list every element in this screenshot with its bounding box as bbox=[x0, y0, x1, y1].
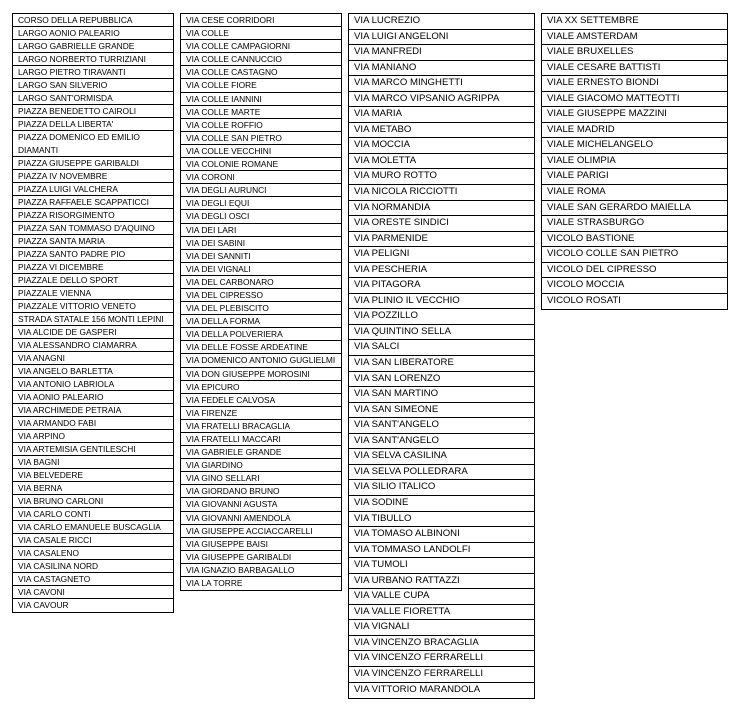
street-name-cell: VIA COLLE bbox=[181, 27, 341, 40]
street-name-cell: VIA GIUSEPPE GARIBALDI bbox=[181, 551, 341, 564]
street-list-column-4 bbox=[541, 13, 728, 310]
street-name-cell: PIAZZALE VITTORIO VENETO bbox=[13, 300, 173, 313]
street-name-cell: VIA COLONIE ROMANE bbox=[181, 158, 341, 171]
street-name-cell: VIA MANFREDI bbox=[349, 45, 534, 61]
street-name-cell: VIA SANT'ANGELO bbox=[349, 418, 534, 434]
street-name-cell: VIA COLLE VECCHINI bbox=[181, 145, 341, 158]
street-name-cell: VIA ALCIDE DE GASPERI bbox=[13, 326, 173, 339]
street-name-cell: VIA FEDELE CALVOSA bbox=[181, 394, 341, 407]
street-name-cell: VICOLO DEL CIPRESSO bbox=[542, 263, 727, 279]
street-name-cell: VIA IGNAZIO BARBAGALLO bbox=[181, 564, 341, 577]
street-name-cell: PIAZZALE DELLO SPORT bbox=[13, 274, 173, 287]
street-name-cell: VIA TIBULLO bbox=[349, 512, 534, 528]
street-name-cell: VIA CARLO CONTI bbox=[13, 508, 173, 521]
street-name-cell: VIA MURO ROTTO bbox=[349, 169, 534, 185]
street-name-cell: VICOLO BASTIONE bbox=[542, 232, 727, 248]
street-name-cell: VIA DEGLI AURUNCI bbox=[181, 184, 341, 197]
street-name-cell: VIA CAVONI bbox=[13, 586, 173, 599]
street-name-cell: VIA COLLE FIORE bbox=[181, 79, 341, 92]
street-name-cell: VIA ANGELO BARLETTA bbox=[13, 365, 173, 378]
street-name-cell: VIA FRATELLI BRACAGLIA bbox=[181, 420, 341, 433]
street-name-cell: VIA DEL PLEBISCITO bbox=[181, 302, 341, 315]
street-name-cell: VIA SILIO ITALICO bbox=[349, 480, 534, 496]
street-name-cell: VIALE SAN GERARDO MAIELLA bbox=[542, 201, 727, 217]
street-name-cell: VIALE PARIGI bbox=[542, 169, 727, 185]
street-name-cell: VIA SELVA CASILINA bbox=[349, 449, 534, 465]
street-name-cell: VIA DON GIUSEPPE MOROSINI bbox=[181, 368, 341, 381]
street-name-cell: PIAZZA DELLA LIBERTA' bbox=[13, 118, 173, 131]
street-name-cell: VIA PLINIO IL VECCHIO bbox=[349, 294, 534, 310]
street-name-cell: VIA CARLO EMANUELE BUSCAGLIA bbox=[13, 521, 173, 534]
street-name-cell: VIALE ERNESTO BIONDI bbox=[542, 76, 727, 92]
street-list-column-2 bbox=[180, 13, 342, 591]
street-name-cell: VIA VIGNALI bbox=[349, 620, 534, 636]
street-name-cell: VIA DEGLI EQUI bbox=[181, 197, 341, 210]
street-name-cell: PIAZZA LUIGI VALCHERA bbox=[13, 183, 173, 196]
street-name-cell: VIA TOMMASO LANDOLFI bbox=[349, 543, 534, 559]
street-name-cell: VIA ARCHIMEDE PETRAIA bbox=[13, 404, 173, 417]
street-name-cell: VIA GABRIELE GRANDE bbox=[181, 446, 341, 459]
street-name-cell: VIA ARPINO bbox=[13, 430, 173, 443]
street-name-cell: VIA VINCENZO FERRARELLI bbox=[349, 651, 534, 667]
street-name-cell: VIA DEI VIGNALI bbox=[181, 263, 341, 276]
street-name-cell: VIA ORESTE SINDICI bbox=[349, 216, 534, 232]
street-name-cell: VIA SANT'ANGELO bbox=[349, 434, 534, 450]
street-name-cell: VIA TUMOLI bbox=[349, 558, 534, 574]
street-name-cell: VIA DELLA POLVERIERA bbox=[181, 328, 341, 341]
street-name-cell: VIA GIORDANO BRUNO bbox=[181, 485, 341, 498]
street-name-cell: VIA VINCENZO BRACAGLIA bbox=[349, 636, 534, 652]
street-name-cell: VIA PELIGNI bbox=[349, 247, 534, 263]
street-name-cell: VIA TOMASO ALBINONI bbox=[349, 527, 534, 543]
street-name-cell: VIA CASTAGNETO bbox=[13, 573, 173, 586]
street-name-cell: VIA GINO SELLARI bbox=[181, 472, 341, 485]
street-name-cell: VIA ALESSANDRO CIAMARRA bbox=[13, 339, 173, 352]
street-name-cell: VIALE BRUXELLES bbox=[542, 45, 727, 61]
street-name-cell: LARGO GABRIELLE GRANDE bbox=[13, 40, 173, 53]
street-name-cell: PIAZZALE VIENNA bbox=[13, 287, 173, 300]
street-name-cell: PIAZZA VI DICEMBRE bbox=[13, 261, 173, 274]
street-name-cell: PIAZZA RAFFAELE SCAPPATICCI bbox=[13, 196, 173, 209]
street-name-cell: PIAZZA DOMENICO ED EMILIO DIAMANTI bbox=[13, 131, 173, 157]
street-name-cell: VIA ANTONIO LABRIOLA bbox=[13, 378, 173, 391]
street-name-cell: VIALE GIACOMO MATTEOTTI bbox=[542, 92, 727, 108]
street-name-cell: VIA BERNA bbox=[13, 482, 173, 495]
street-name-cell: PIAZZA GIUSEPPE GARIBALDI bbox=[13, 157, 173, 170]
street-name-cell: VIA URBANO RATTAZZI bbox=[349, 574, 534, 590]
street-name-cell: VIA VITTORIO MARANDOLA bbox=[354, 683, 481, 695]
street-name-cell: VIA CASILINA NORD bbox=[13, 560, 173, 573]
street-name-cell: VIA MOLETTA bbox=[349, 154, 534, 170]
street-name-cell: VIA VALLE FIORETTA bbox=[349, 605, 534, 621]
street-name-cell: VIA MARCO MINGHETTI bbox=[349, 76, 534, 92]
street-name-cell: PIAZZA SAN TOMMASO D'AQUINO bbox=[13, 222, 173, 235]
street-name-cell: LARGO SAN SILVERIO bbox=[13, 79, 173, 92]
street-name-cell: VIA CESE CORRIDORI bbox=[181, 14, 341, 27]
street-name-cell: VIA ARMANDO FABI bbox=[13, 417, 173, 430]
street-name-cell: VIA DEL CIPRESSO bbox=[181, 289, 341, 302]
street-name-cell: VIA SAN LORENZO bbox=[349, 372, 534, 388]
street-name-cell: PIAZZA SANTO PADRE PIO bbox=[13, 248, 173, 261]
street-name-cell: VIALE CESARE BATTISTI bbox=[542, 61, 727, 77]
street-name-cell: LARGO PIETRO TIRAVANTI bbox=[13, 66, 173, 79]
street-name-cell: VIA COLLE IANNINI bbox=[181, 93, 341, 106]
street-name-cell: VIA MARIA bbox=[349, 107, 534, 123]
street-name-cell: VIA MOCCIA bbox=[349, 138, 534, 154]
street-name-cell: VIA FIRENZE bbox=[181, 407, 341, 420]
street-name-cell: VIA COLLE CAMPAGIORNI bbox=[181, 40, 341, 53]
street-name-cell: VIALE ROMA bbox=[542, 185, 727, 201]
street-name-cell: VIA COLLE CASTAGNO bbox=[181, 66, 341, 79]
street-name-cell: VIA CASALE RICCI bbox=[13, 534, 173, 547]
street-name-cell: VIA DOMENICO ANTONIO GUGLIELMI bbox=[181, 354, 341, 367]
street-name-cell: VIA DELLA FORMA bbox=[181, 315, 341, 328]
street-name-cell: VICOLO COLLE SAN PIETRO bbox=[542, 247, 727, 263]
street-name-cell: VIA MANIANO bbox=[349, 61, 534, 77]
street-name-cell: VIA GIOVANNI AGUSTA bbox=[181, 498, 341, 511]
street-name-cell: VICOLO MOCCIA bbox=[542, 278, 727, 294]
street-name-cell: VIA ANAGNI bbox=[13, 352, 173, 365]
street-name-cell: VIA GIUSEPPE BAISI bbox=[181, 538, 341, 551]
street-name-cell: VIA GIUSEPPE ACCIACCARELLI bbox=[181, 525, 341, 538]
street-name-cell: VIA FRATELLI MACCARI bbox=[181, 433, 341, 446]
street-name-cell: VIA DEI SANNITI bbox=[181, 250, 341, 263]
street-name-cell: VIA BAGNI bbox=[13, 456, 173, 469]
street-name-cell: VIA SODINE bbox=[349, 496, 534, 512]
street-name-cell: VIA DEI SABINI bbox=[181, 237, 341, 250]
street-name-cell: PIAZZA BENEDETTO CAIROLI bbox=[13, 105, 173, 118]
street-name-cell: VIA COLLE CANNUCCIO bbox=[181, 53, 341, 66]
street-name-cell: VIA METABO bbox=[349, 123, 534, 139]
street-name-cell: PIAZZA IV NOVEMBRE bbox=[13, 170, 173, 183]
street-name-cell: VIA SAN LIBERATORE bbox=[349, 356, 534, 372]
street-name-cell: VIA VINCENZO FERRARELLI bbox=[349, 667, 534, 683]
street-name-cell: VIA SAN MARTINO bbox=[349, 387, 534, 403]
street-name-cell: VIA GIARDINO bbox=[181, 459, 341, 472]
street-name-cell: VIA LUCREZIO bbox=[349, 14, 534, 30]
street-list-column-3 bbox=[348, 13, 535, 699]
street-name-cell: VIA SAN SIMEONE bbox=[349, 403, 534, 419]
street-name-cell: VIALE MADRID bbox=[542, 123, 727, 139]
street-name-cell: VIALE MICHELANGELO bbox=[542, 138, 727, 154]
street-name-cell: VIA CASALENO bbox=[13, 547, 173, 560]
street-name-cell: VIA MARCO VIPSANIO AGRIPPA bbox=[349, 92, 534, 108]
street-name-cell: VIA CAVOUR bbox=[18, 600, 69, 610]
street-name-cell: VIA BRUNO CARLONI bbox=[13, 495, 173, 508]
street-name-cell: VIA NORMANDIA bbox=[349, 201, 534, 217]
street-name-cell: VIA GIOVANNI AMENDOLA bbox=[181, 512, 341, 525]
street-name-cell: VIA NICOLA RICCIOTTI bbox=[349, 185, 534, 201]
street-name-cell: STRADA STATALE 156 MONTI LEPINI bbox=[13, 313, 173, 326]
street-name-cell: VIA PITAGORA bbox=[349, 278, 534, 294]
street-name-cell: CORSO DELLA REPUBBLICA bbox=[13, 14, 173, 27]
street-name-cell: VIA VALLE CUPA bbox=[349, 589, 534, 605]
street-name-cell: VIA BELVEDERE bbox=[13, 469, 173, 482]
street-name-cell: VIA DEL CARBONARO bbox=[181, 276, 341, 289]
street-name-cell: PIAZZA SANTA MARIA bbox=[13, 235, 173, 248]
street-name-cell: VIA PESCHERIA bbox=[349, 263, 534, 279]
street-name-cell: VIALE OLIMPIA bbox=[542, 154, 727, 170]
street-name-cell: VIA DEI LARI bbox=[181, 224, 341, 237]
street-name-cell: VIA DEGLI OSCI bbox=[181, 210, 341, 223]
street-name-cell: LARGO NORBERTO TURRIZIANI bbox=[13, 53, 173, 66]
street-name-cell: VIA SELVA POLLEDRARA bbox=[349, 465, 534, 481]
street-name-cell: VIA PARMENIDE bbox=[349, 232, 534, 248]
street-name-cell: VIALE AMSTERDAM bbox=[542, 30, 727, 46]
street-name-cell: VIA COLLE SAN PIETRO bbox=[181, 132, 341, 145]
street-name-cell: LARGO SANT'ORMISDA bbox=[13, 92, 173, 105]
street-name-cell: VICOLO ROSATI bbox=[547, 294, 621, 306]
street-name-cell: VIA AONIO PALEARIO bbox=[13, 391, 173, 404]
street-name-cell: VIA XX SETTEMBRE bbox=[542, 14, 727, 30]
street-name-cell: VIA CORONI bbox=[181, 171, 341, 184]
street-name-cell: VIA POZZILLO bbox=[349, 309, 534, 325]
street-name-cell: VIA SALCI bbox=[349, 340, 534, 356]
street-name-cell: VIALE GIUSEPPE MAZZINI bbox=[542, 107, 727, 123]
street-name-cell: VIA COLLE ROFFIO bbox=[181, 119, 341, 132]
street-name-cell: VIALE STRASBURGO bbox=[542, 216, 727, 232]
street-name-cell: VIA LUIGI ANGELONI bbox=[349, 30, 534, 46]
street-name-cell: VIA LA TORRE bbox=[186, 578, 243, 589]
street-name-cell: VIA QUINTINO SELLA bbox=[349, 325, 534, 341]
street-name-cell: PIAZZA RISORGIMENTO bbox=[13, 209, 173, 222]
street-name-cell: LARGO AONIO PALEARIO bbox=[13, 27, 173, 40]
street-name-cell: VIA EPICURO bbox=[181, 381, 341, 394]
street-name-cell: VIA ARTEMISIA GENTILESCHI bbox=[13, 443, 173, 456]
street-name-cell: VIA DELLE FOSSE ARDEATINE bbox=[181, 341, 341, 354]
street-list-column-1 bbox=[12, 13, 174, 613]
street-name-cell: VIA COLLE MARTE bbox=[181, 106, 341, 119]
